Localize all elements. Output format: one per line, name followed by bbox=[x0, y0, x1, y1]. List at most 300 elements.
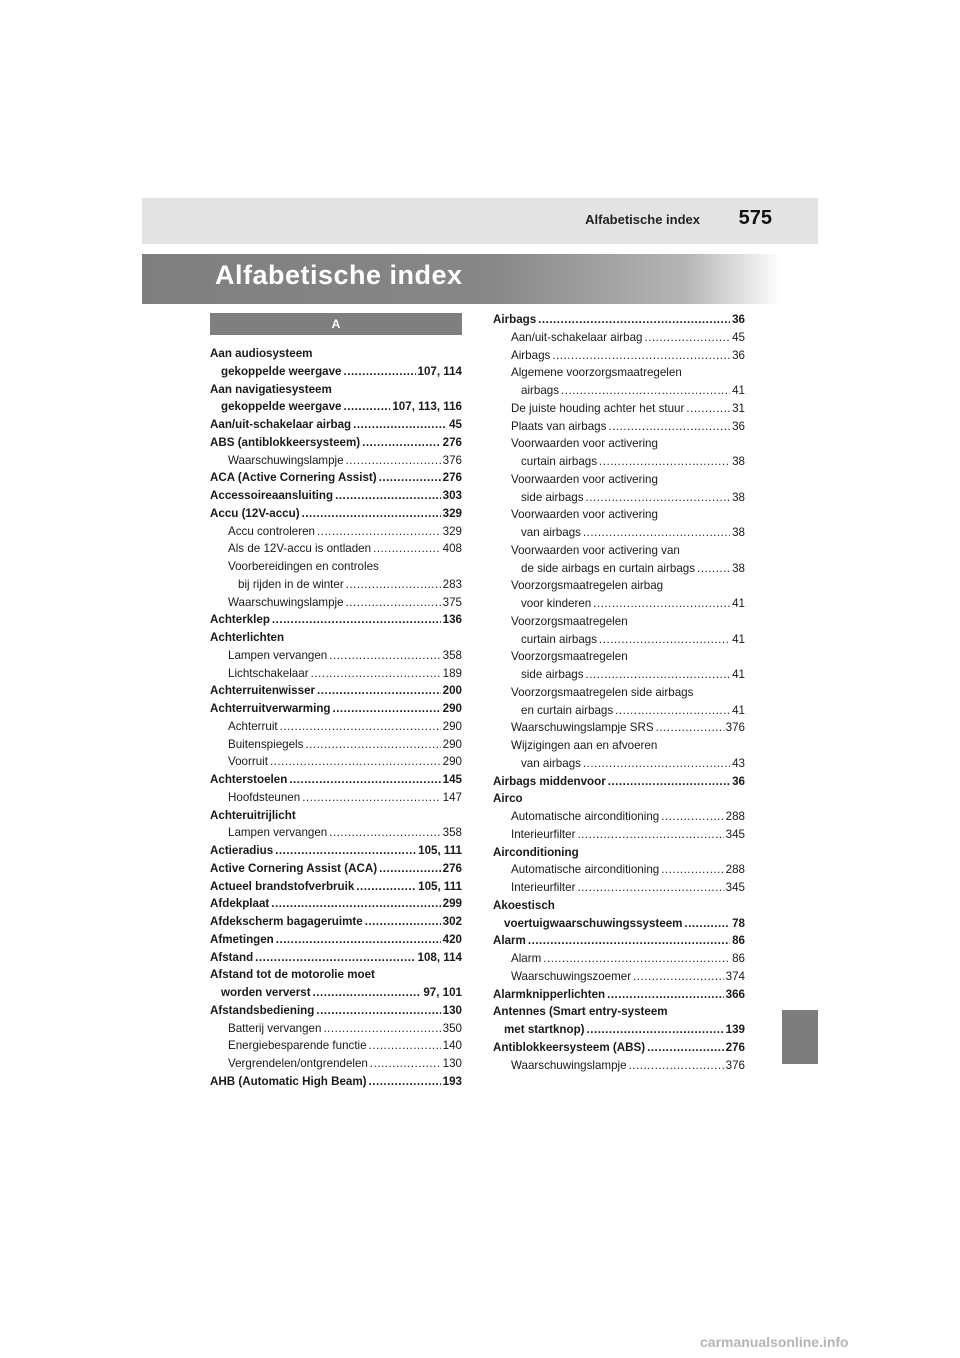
entry-label: De juiste houding achter het stuur bbox=[511, 401, 685, 415]
entry-page-ref: 139 bbox=[725, 1023, 745, 1036]
dot-leader bbox=[661, 861, 723, 879]
entry-label: Waarschuwingslampje bbox=[228, 453, 344, 467]
entry-label: curtain airbags bbox=[521, 455, 598, 468]
entry-label: Voorbereidingen en controles bbox=[228, 560, 379, 573]
entry-label: Afdekscherm bagageruimte bbox=[210, 915, 363, 928]
index-entry bbox=[210, 505, 462, 523]
dot-leader bbox=[370, 1055, 441, 1073]
entry-page-ref: 78 bbox=[732, 916, 745, 930]
dot-leader bbox=[302, 789, 440, 807]
dot-leader bbox=[276, 931, 441, 949]
entry-label: Afstandsbediening bbox=[210, 1003, 315, 1017]
entry-label: Airco bbox=[493, 792, 523, 806]
entry-page-ref: 107, 113, 116 bbox=[392, 400, 462, 414]
entry-page-ref: 290 bbox=[442, 702, 462, 715]
entry-label: Actueel brandstofverbruik bbox=[210, 879, 355, 893]
entry-page-ref: 86 bbox=[732, 952, 745, 965]
page-title: Alfabetische index bbox=[215, 260, 463, 290]
index-entry bbox=[210, 381, 462, 399]
index-entry bbox=[493, 773, 745, 791]
entry-label: Alarm bbox=[511, 952, 542, 965]
index-entry bbox=[493, 950, 745, 968]
entry-label: AHB (Automatic High Beam) bbox=[210, 1074, 367, 1088]
dot-leader bbox=[316, 1002, 440, 1020]
watermark: carmanualsonline.info bbox=[700, 1334, 849, 1350]
dot-leader bbox=[697, 560, 730, 578]
index-entry bbox=[493, 471, 745, 489]
entry-label: Achterruit bbox=[228, 719, 278, 733]
entry-page-ref: 376 bbox=[442, 453, 462, 467]
entry-page-ref: 288 bbox=[725, 810, 745, 823]
entry-label: bij rijden in de winter bbox=[238, 577, 344, 591]
index-entry bbox=[210, 558, 462, 576]
dot-leader bbox=[369, 1037, 441, 1055]
dot-leader bbox=[577, 826, 723, 844]
entry-page-ref: 358 bbox=[442, 648, 462, 662]
entry-page-ref: 105, 111 bbox=[418, 844, 462, 857]
dot-leader bbox=[684, 915, 730, 933]
section-thumb-tab bbox=[782, 1010, 818, 1064]
dot-leader bbox=[317, 523, 441, 541]
index-entry bbox=[210, 363, 462, 381]
index-entry bbox=[210, 895, 462, 913]
entry-page-ref: 108, 114 bbox=[417, 950, 462, 964]
entry-page-ref: 290 bbox=[442, 719, 462, 733]
entry-page-ref: 36 bbox=[732, 419, 745, 433]
entry-label: Afstand bbox=[210, 950, 254, 964]
dot-leader bbox=[379, 860, 441, 878]
entry-label: Buitenspiegels bbox=[228, 737, 304, 751]
index-entry bbox=[493, 1057, 745, 1075]
entry-page-ref: 107, 114 bbox=[417, 364, 462, 378]
entry-label: Actieradius bbox=[210, 844, 274, 857]
entry-page-ref: 130 bbox=[442, 1057, 462, 1070]
dot-leader bbox=[583, 755, 730, 773]
entry-page-ref: 290 bbox=[442, 737, 462, 751]
entry-label: Airbags bbox=[511, 348, 551, 362]
index-entry bbox=[210, 611, 462, 629]
index-entry bbox=[210, 452, 462, 470]
dot-leader bbox=[329, 647, 440, 665]
dot-leader bbox=[577, 879, 723, 897]
dot-leader bbox=[587, 1021, 724, 1039]
entry-list-left bbox=[210, 345, 462, 1091]
dot-leader bbox=[356, 878, 416, 896]
entry-label: worden ververst bbox=[221, 986, 311, 999]
index-entry bbox=[493, 915, 745, 933]
entry-page-ref: 366 bbox=[725, 987, 745, 1001]
index-entry bbox=[210, 718, 462, 736]
index-entry bbox=[493, 861, 745, 879]
entry-label: Accu controleren bbox=[228, 524, 315, 538]
entry-label: Automatische airconditioning bbox=[511, 863, 660, 877]
dot-leader bbox=[633, 968, 724, 986]
entry-page-ref: 283 bbox=[442, 577, 462, 591]
index-entry bbox=[210, 949, 462, 967]
index-entry bbox=[493, 666, 745, 684]
entry-label: Algemene voorzorgsmaatregelen bbox=[511, 366, 682, 380]
entry-label: Achterruitenwisser bbox=[210, 684, 316, 698]
entry-page-ref: 329 bbox=[442, 506, 462, 520]
index-entry bbox=[493, 986, 745, 1004]
index-entry bbox=[210, 540, 462, 558]
entry-label: Als de 12V-accu is ontladen bbox=[228, 542, 372, 556]
index-entry bbox=[210, 878, 462, 896]
index-entry bbox=[210, 682, 462, 700]
entry-label: van airbags bbox=[521, 526, 581, 539]
index-entry bbox=[210, 1055, 462, 1073]
index-entry bbox=[493, 329, 745, 347]
dot-leader bbox=[311, 665, 441, 683]
entry-page-ref: 374 bbox=[725, 969, 745, 983]
dot-leader bbox=[369, 1073, 441, 1091]
index-entry bbox=[210, 487, 462, 505]
entry-label: Automatische airconditioning bbox=[511, 810, 660, 823]
entry-label: Lampen vervangen bbox=[228, 826, 328, 840]
entry-label: Batterij vervangen bbox=[228, 1021, 322, 1035]
dot-leader bbox=[323, 1020, 440, 1038]
dot-leader bbox=[608, 418, 730, 436]
dot-leader bbox=[305, 736, 440, 754]
dot-leader bbox=[586, 489, 731, 507]
header-band bbox=[142, 198, 818, 244]
dot-leader bbox=[586, 666, 731, 684]
index-entry bbox=[493, 808, 745, 826]
entry-label: Afstand tot de motorolie moet bbox=[210, 968, 375, 982]
dot-leader bbox=[329, 824, 440, 842]
entry-label: Accessoireaansluiting bbox=[210, 489, 334, 502]
entry-label: Aan navigatiesysteem bbox=[210, 382, 332, 396]
entry-label: met startknop) bbox=[504, 1023, 585, 1036]
entry-page-ref: 38 bbox=[732, 490, 745, 504]
entry-label: Achterruitverwarming bbox=[210, 702, 331, 715]
entry-page-ref: 31 bbox=[732, 401, 745, 415]
dot-leader bbox=[629, 1057, 724, 1075]
index-entry bbox=[210, 966, 462, 984]
entry-label: Accu (12V-accu) bbox=[210, 506, 300, 520]
entry-page-ref: 276 bbox=[442, 435, 462, 449]
index-entry bbox=[493, 631, 745, 649]
entry-label: Achteruitrijlicht bbox=[210, 808, 296, 822]
index-entry bbox=[210, 807, 462, 825]
entry-page-ref: 41 bbox=[732, 384, 745, 397]
index-entry bbox=[210, 984, 462, 1002]
index-entry bbox=[493, 577, 745, 595]
index-entry bbox=[493, 382, 745, 400]
entry-label: Airconditioning bbox=[493, 845, 579, 859]
index-entry bbox=[493, 1021, 745, 1039]
entry-label: gekoppelde weergave bbox=[221, 364, 342, 378]
entry-label: Waarschuwingslampje bbox=[511, 1058, 627, 1072]
dot-leader bbox=[346, 576, 441, 594]
entry-page-ref: 105, 111 bbox=[418, 879, 462, 893]
dot-leader bbox=[593, 595, 730, 613]
letter-heading: A bbox=[210, 313, 462, 335]
entry-page-ref: 36 bbox=[732, 313, 745, 326]
dot-leader bbox=[275, 842, 416, 860]
dot-leader bbox=[362, 434, 441, 452]
entry-label: Alarm bbox=[493, 934, 526, 948]
dot-leader bbox=[528, 932, 730, 950]
index-entry bbox=[210, 736, 462, 754]
entry-page-ref: 38 bbox=[732, 526, 745, 539]
dot-leader bbox=[607, 986, 724, 1004]
entry-page-ref: 329 bbox=[442, 524, 462, 538]
index-entry bbox=[493, 435, 745, 453]
dot-leader bbox=[344, 363, 416, 381]
index-entry bbox=[493, 932, 745, 950]
index-entry bbox=[493, 719, 745, 737]
entry-page-ref: 290 bbox=[442, 755, 462, 769]
dot-leader bbox=[647, 1039, 724, 1057]
index-entry bbox=[210, 416, 462, 434]
entry-page-ref: 345 bbox=[725, 881, 745, 894]
entry-page-ref: 136 bbox=[442, 613, 462, 627]
index-entry bbox=[210, 789, 462, 807]
index-entry bbox=[210, 576, 462, 594]
index-entry bbox=[493, 613, 745, 631]
index-entry bbox=[210, 931, 462, 949]
index-entry bbox=[210, 398, 462, 416]
dot-leader bbox=[686, 400, 730, 418]
dot-leader bbox=[344, 398, 391, 416]
entry-label: airbags bbox=[521, 384, 560, 397]
entry-label: Lichtschakelaar bbox=[228, 666, 309, 680]
dot-leader bbox=[561, 382, 730, 400]
entry-label: van airbags bbox=[521, 756, 581, 770]
entry-label: Alarmknipperlichten bbox=[493, 987, 606, 1001]
entry-label: Wijzigingen aan en afvoeren bbox=[511, 739, 658, 752]
index-entry bbox=[493, 879, 745, 897]
index-entry bbox=[210, 1002, 462, 1020]
entry-page-ref: 358 bbox=[442, 826, 462, 840]
dot-leader bbox=[615, 702, 730, 720]
index-entry bbox=[210, 753, 462, 771]
index-entry bbox=[493, 968, 745, 986]
dot-leader bbox=[289, 771, 440, 789]
index-entry bbox=[210, 700, 462, 718]
entry-label: voor kinderen bbox=[521, 597, 592, 610]
entry-page-ref: 41 bbox=[732, 597, 745, 610]
index-entry bbox=[210, 523, 462, 541]
index-entry bbox=[210, 434, 462, 452]
index-entry bbox=[493, 506, 745, 524]
entry-label: Voorwaarden voor activering bbox=[511, 472, 658, 486]
entry-label: gekoppelde weergave bbox=[221, 400, 342, 414]
index-entry bbox=[210, 842, 462, 860]
dot-leader bbox=[608, 773, 730, 791]
dot-leader bbox=[346, 594, 441, 612]
dot-leader bbox=[373, 540, 441, 558]
entry-label: Afdekplaat bbox=[210, 897, 270, 911]
entry-label: Aan audiosysteem bbox=[210, 347, 313, 360]
entry-label: side airbags bbox=[521, 668, 584, 681]
index-entry bbox=[493, 542, 745, 560]
entry-page-ref: 41 bbox=[732, 668, 745, 681]
entry-label: Afmetingen bbox=[210, 932, 274, 946]
index-entry bbox=[493, 453, 745, 471]
dot-leader bbox=[661, 808, 723, 826]
dot-leader bbox=[538, 311, 730, 329]
index-entry bbox=[210, 771, 462, 789]
page-number: 575 bbox=[738, 207, 772, 229]
entry-label: Antennes (Smart entry-systeem bbox=[493, 1005, 668, 1019]
entry-page-ref: 276 bbox=[442, 861, 462, 875]
entry-page-ref: 45 bbox=[732, 330, 745, 344]
index-entry bbox=[493, 364, 745, 382]
entry-page-ref: 36 bbox=[732, 348, 745, 362]
entry-label: Waarschuwingslampje SRS bbox=[511, 721, 654, 735]
dot-leader bbox=[599, 453, 730, 471]
dot-leader bbox=[543, 950, 730, 968]
entry-label: Voorzorgsmaatregelen bbox=[511, 650, 628, 664]
dot-leader bbox=[346, 452, 441, 470]
index-entry bbox=[493, 755, 745, 773]
dot-leader bbox=[599, 631, 730, 649]
entry-page-ref: 408 bbox=[442, 542, 462, 556]
entry-label: Achterstoelen bbox=[210, 773, 288, 786]
entry-page-ref: 86 bbox=[732, 934, 745, 948]
index-entry bbox=[210, 665, 462, 683]
entry-label: Aan/uit-schakelaar airbag bbox=[511, 330, 643, 344]
index-entry bbox=[210, 629, 462, 647]
dot-leader bbox=[583, 524, 730, 542]
entry-page-ref: 189 bbox=[442, 666, 462, 680]
entry-page-ref: 420 bbox=[442, 932, 462, 946]
entry-label: side airbags bbox=[521, 490, 584, 504]
index-entry bbox=[493, 737, 745, 755]
entry-page-ref: 130 bbox=[442, 1003, 462, 1017]
dot-leader bbox=[302, 505, 441, 523]
entry-page-ref: 376 bbox=[725, 721, 745, 735]
entry-page-ref: 97, 101 bbox=[423, 986, 462, 999]
dot-leader bbox=[317, 682, 441, 700]
index-column-left bbox=[210, 313, 462, 1091]
entry-page-ref: 288 bbox=[725, 863, 745, 877]
index-entry bbox=[493, 1039, 745, 1057]
entry-label: Voorwaarden voor activering bbox=[511, 508, 658, 522]
entry-page-ref: 276 bbox=[725, 1040, 745, 1054]
entry-page-ref: 299 bbox=[442, 897, 462, 911]
dot-leader bbox=[644, 329, 730, 347]
entry-label: Voorzorgsmaatregelen airbag bbox=[511, 579, 664, 593]
dot-leader bbox=[271, 895, 440, 913]
entry-page-ref: 36 bbox=[732, 774, 745, 788]
entry-page-ref: 303 bbox=[442, 489, 462, 502]
entry-page-ref: 38 bbox=[732, 561, 745, 575]
entry-label: Plaats van airbags bbox=[511, 419, 607, 433]
entry-label: Voorzorgsmaatregelen side airbags bbox=[511, 685, 694, 699]
entry-label: Achterklep bbox=[210, 613, 270, 627]
entry-label: Lampen vervangen bbox=[228, 648, 328, 662]
index-entry bbox=[210, 594, 462, 612]
index-entry bbox=[210, 860, 462, 878]
index-entry bbox=[493, 418, 745, 436]
dot-leader bbox=[280, 718, 441, 736]
entry-page-ref: 145 bbox=[442, 773, 462, 786]
entry-page-ref: 45 bbox=[449, 418, 462, 431]
entry-label: ACA (Active Cornering Assist) bbox=[210, 471, 377, 485]
index-entry bbox=[493, 648, 745, 666]
dot-leader bbox=[365, 913, 441, 931]
index-entry bbox=[210, 345, 462, 363]
entry-label: Waarschuwingslampje bbox=[228, 595, 344, 609]
index-entry bbox=[493, 311, 745, 329]
entry-label: Voorzorgsmaatregelen bbox=[511, 614, 628, 628]
entry-page-ref: 140 bbox=[442, 1039, 462, 1053]
section-title: Alfabetische index bbox=[585, 212, 700, 227]
entry-page-ref: 193 bbox=[442, 1074, 462, 1088]
index-entry bbox=[493, 489, 745, 507]
index-entry bbox=[493, 844, 745, 862]
dot-leader bbox=[656, 719, 724, 737]
index-entry bbox=[493, 347, 745, 365]
entry-page-ref: 345 bbox=[725, 827, 745, 841]
index-entry bbox=[210, 1073, 462, 1091]
index-entry bbox=[493, 897, 745, 915]
index-entry bbox=[493, 684, 745, 702]
index-entry bbox=[210, 647, 462, 665]
entry-label: Interieurfilter bbox=[511, 881, 576, 894]
entry-label: Hoofdsteunen bbox=[228, 790, 301, 804]
entry-label: Waarschuwingszoemer bbox=[511, 969, 632, 983]
index-entry bbox=[210, 824, 462, 842]
dot-leader bbox=[379, 469, 441, 487]
dot-leader bbox=[270, 753, 441, 771]
entry-page-ref: 375 bbox=[442, 595, 462, 609]
entry-page-ref: 276 bbox=[442, 471, 462, 485]
entry-label: Airbags middenvoor bbox=[493, 774, 606, 788]
entry-label: Antiblokkeersysteem (ABS) bbox=[493, 1040, 646, 1054]
entry-label: Active Cornering Assist (ACA) bbox=[210, 861, 378, 875]
entry-page-ref: 41 bbox=[732, 703, 745, 717]
entry-label: Aan/uit-schakelaar airbag bbox=[210, 418, 352, 431]
entry-page-ref: 350 bbox=[442, 1021, 462, 1035]
index-column-right bbox=[493, 311, 745, 1074]
entry-label: de side airbags en curtain airbags bbox=[521, 561, 696, 575]
entry-label: Airbags bbox=[493, 313, 537, 326]
entry-label: ABS (antiblokkeersysteem) bbox=[210, 435, 361, 449]
entry-label: Voorwaarden voor activering bbox=[511, 437, 658, 451]
index-entry bbox=[210, 1020, 462, 1038]
dot-leader bbox=[313, 984, 422, 1002]
entry-label: Voorruit bbox=[228, 755, 268, 769]
index-entry bbox=[493, 790, 745, 808]
entry-page-ref: 147 bbox=[442, 790, 462, 804]
entry-label: Interieurfilter bbox=[511, 827, 576, 841]
index-entry bbox=[493, 524, 745, 542]
dot-leader bbox=[552, 347, 730, 365]
index-entry bbox=[493, 595, 745, 613]
entry-page-ref: 200 bbox=[442, 684, 462, 698]
entry-label: Akoestisch bbox=[493, 898, 555, 912]
entry-label: Voorwaarden voor activering van bbox=[511, 543, 680, 557]
entry-page-ref: 38 bbox=[732, 455, 745, 468]
index-entry bbox=[493, 826, 745, 844]
index-entry bbox=[210, 913, 462, 931]
entry-label: Vergrendelen/ontgrendelen bbox=[228, 1057, 368, 1070]
dot-leader bbox=[335, 487, 441, 505]
entry-label: en curtain airbags bbox=[521, 703, 614, 717]
index-entry bbox=[493, 560, 745, 578]
entry-label: curtain airbags bbox=[521, 632, 598, 646]
entry-label: voertuigwaarschuwingssysteem bbox=[504, 916, 683, 930]
index-entry bbox=[493, 702, 745, 720]
entry-page-ref: 43 bbox=[732, 756, 745, 770]
index-entry bbox=[210, 1037, 462, 1055]
dot-leader bbox=[272, 611, 441, 629]
entry-page-ref: 302 bbox=[442, 915, 462, 928]
